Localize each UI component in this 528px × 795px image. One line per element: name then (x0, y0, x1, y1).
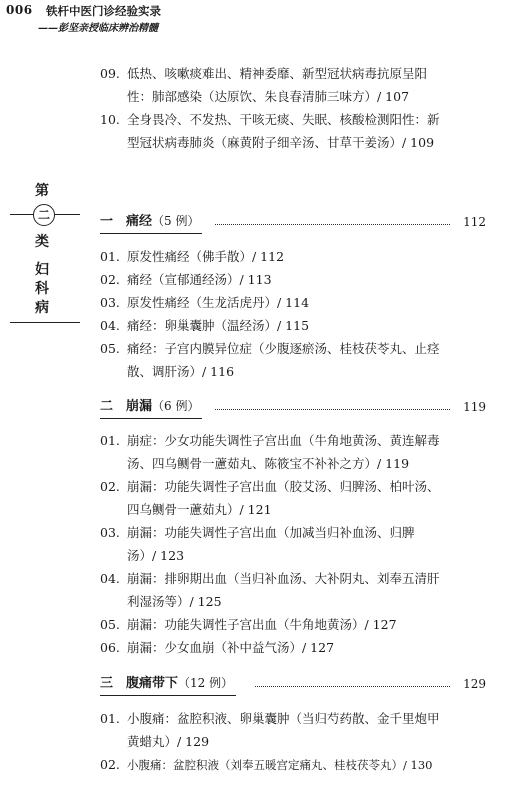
toc-entry[interactable] (100, 707, 486, 753)
section-heading[interactable] (100, 396, 486, 418)
entry-text-cont: 汤、四乌鲗骨一藘茹丸、陈筱宝不补补之方）/ 119 (127, 456, 410, 471)
toc-entry[interactable] (100, 108, 486, 154)
entry-text: 崩漏：功能失调性子宫出血（胶艾汤、归脾汤、柏叶汤、 (127, 479, 440, 494)
toc-entry[interactable] (100, 291, 486, 314)
entry-text: 全身畏冷、不发热、干咳无痰、失眠、核酸检测阳性：新 (127, 112, 440, 127)
section-count: （5 例） (152, 214, 200, 228)
entry-number: 03. (100, 295, 120, 310)
toc-entry[interactable] (100, 636, 486, 659)
entry-text-cont: 利湿汤等）/ 125 (127, 594, 222, 609)
toc-entry[interactable] (100, 613, 486, 636)
entry-number: 01. (100, 249, 120, 264)
section-title: 一 痛经 (100, 214, 153, 229)
category-char: 第 (35, 183, 49, 199)
toc-entry[interactable] (100, 521, 486, 567)
section-count: （6 例） (152, 399, 200, 413)
section-heading[interactable] (100, 673, 486, 695)
entry-text: 小腹痛：盆腔积液（刘奉五暖宫定痛丸、桂枝茯苓丸）/ 130 (127, 758, 433, 772)
category-marker (10, 180, 80, 330)
leader-dots (215, 224, 450, 225)
entry-number: 04. (100, 318, 120, 333)
section-page: 112 (463, 215, 486, 229)
category-char: 病 (35, 300, 49, 316)
entry-number: 02. (100, 272, 120, 287)
section-label (100, 396, 202, 419)
toc-entry[interactable] (100, 429, 486, 475)
entry-number: 10. (100, 112, 120, 127)
entry-text: 原发性痛经（生龙活虎丹）/ 114 (127, 295, 310, 310)
entry-number: 02. (100, 479, 120, 494)
book-title: 铁杆中医门诊经验实录 (46, 4, 161, 18)
category-char: 类 (35, 234, 49, 250)
toc-entry[interactable] (100, 753, 486, 777)
entry-text: 崩漏：功能失调性子宫出血（加减当归补血汤、归脾 (127, 525, 415, 540)
toc-entry[interactable] (100, 567, 486, 613)
entry-text: 崩症：少女功能失调性子宫出血（牛角地黄汤、黄连解毒 (127, 433, 440, 448)
entry-text: 痛经（宣郁通经汤）/ 113 (127, 272, 272, 287)
entry-text-cont: 四乌鲗骨一藘茹丸）/ 121 (127, 502, 272, 517)
toc-entry[interactable] (100, 475, 486, 521)
toc-entry[interactable] (100, 268, 486, 291)
section-title: 二 崩漏 (100, 399, 153, 414)
entry-number: 06. (100, 640, 120, 655)
entry-text-cont: 散、调肝汤）/ 116 (127, 364, 235, 379)
book-subtitle: ——彭坚亲授临床辨治精髓 (38, 23, 158, 34)
category-char: 科 (35, 281, 49, 297)
page-number: 006 (6, 3, 33, 17)
entry-text: 痛经：卵巢囊肿（温经汤）/ 115 (127, 318, 310, 333)
entry-number: 03. (100, 525, 120, 540)
divider-line (10, 322, 80, 323)
entry-text-cont: 黄蜡丸）/ 129 (127, 734, 210, 749)
toc-entry[interactable] (100, 337, 486, 383)
entry-text: 原发性痛经（佛手散）/ 112 (127, 249, 285, 264)
section-title: 三 腹痛带下 (100, 676, 179, 691)
toc-entry[interactable] (100, 245, 486, 268)
toc-entry[interactable] (100, 62, 486, 108)
leader-dots (255, 686, 450, 687)
entry-text: 崩漏：功能失调性子宫出血（牛角地黄汤）/ 127 (127, 617, 397, 632)
entry-text: 低热、咳嗽痰难出、精神委靡、新型冠状病毒抗原呈阳 (127, 66, 428, 81)
category-char: 妇 (35, 262, 49, 278)
toc-entry[interactable] (100, 314, 486, 337)
entry-number: 05. (100, 341, 120, 356)
category-number-circle: 二 (33, 204, 55, 226)
entry-text: 痛经：子宫内膜异位症（少腹逐瘀汤、桂枝茯苓丸、止痉 (127, 341, 440, 356)
entry-text: 小腹痛：盆腔积液、卵巢囊肿（当归芍药散、金千里炮甲 (127, 711, 440, 726)
section-heading[interactable] (100, 211, 486, 233)
entry-text: 崩漏：排卵期出血（当归补血汤、大补阴丸、刘奉五清肝 (127, 571, 440, 586)
section-label (100, 673, 236, 696)
entry-number: 09. (100, 66, 120, 81)
entry-number: 01. (100, 433, 120, 448)
section-page: 129 (463, 677, 486, 691)
entry-number: 04. (100, 571, 120, 586)
entry-text-cont: 型冠状病毒肺炎（麻黄附子细辛汤、甘草干姜汤）/ 109 (127, 135, 435, 150)
leader-dots (215, 409, 450, 410)
entry-text-cont: 性：肺部感染（达原饮、朱良春清肺三味方）/ 107 (127, 89, 410, 104)
section-page: 119 (463, 400, 486, 414)
entry-number: 05. (100, 617, 120, 632)
entry-number: 02. (100, 757, 120, 772)
page-header (6, 3, 526, 37)
entry-text-cont: 汤）/ 123 (127, 548, 185, 563)
entry-number: 01. (100, 711, 120, 726)
entry-text: 崩漏：少女血崩（补中益气汤）/ 127 (127, 640, 335, 655)
section-count: （12 例） (178, 676, 234, 690)
section-label (100, 211, 202, 234)
